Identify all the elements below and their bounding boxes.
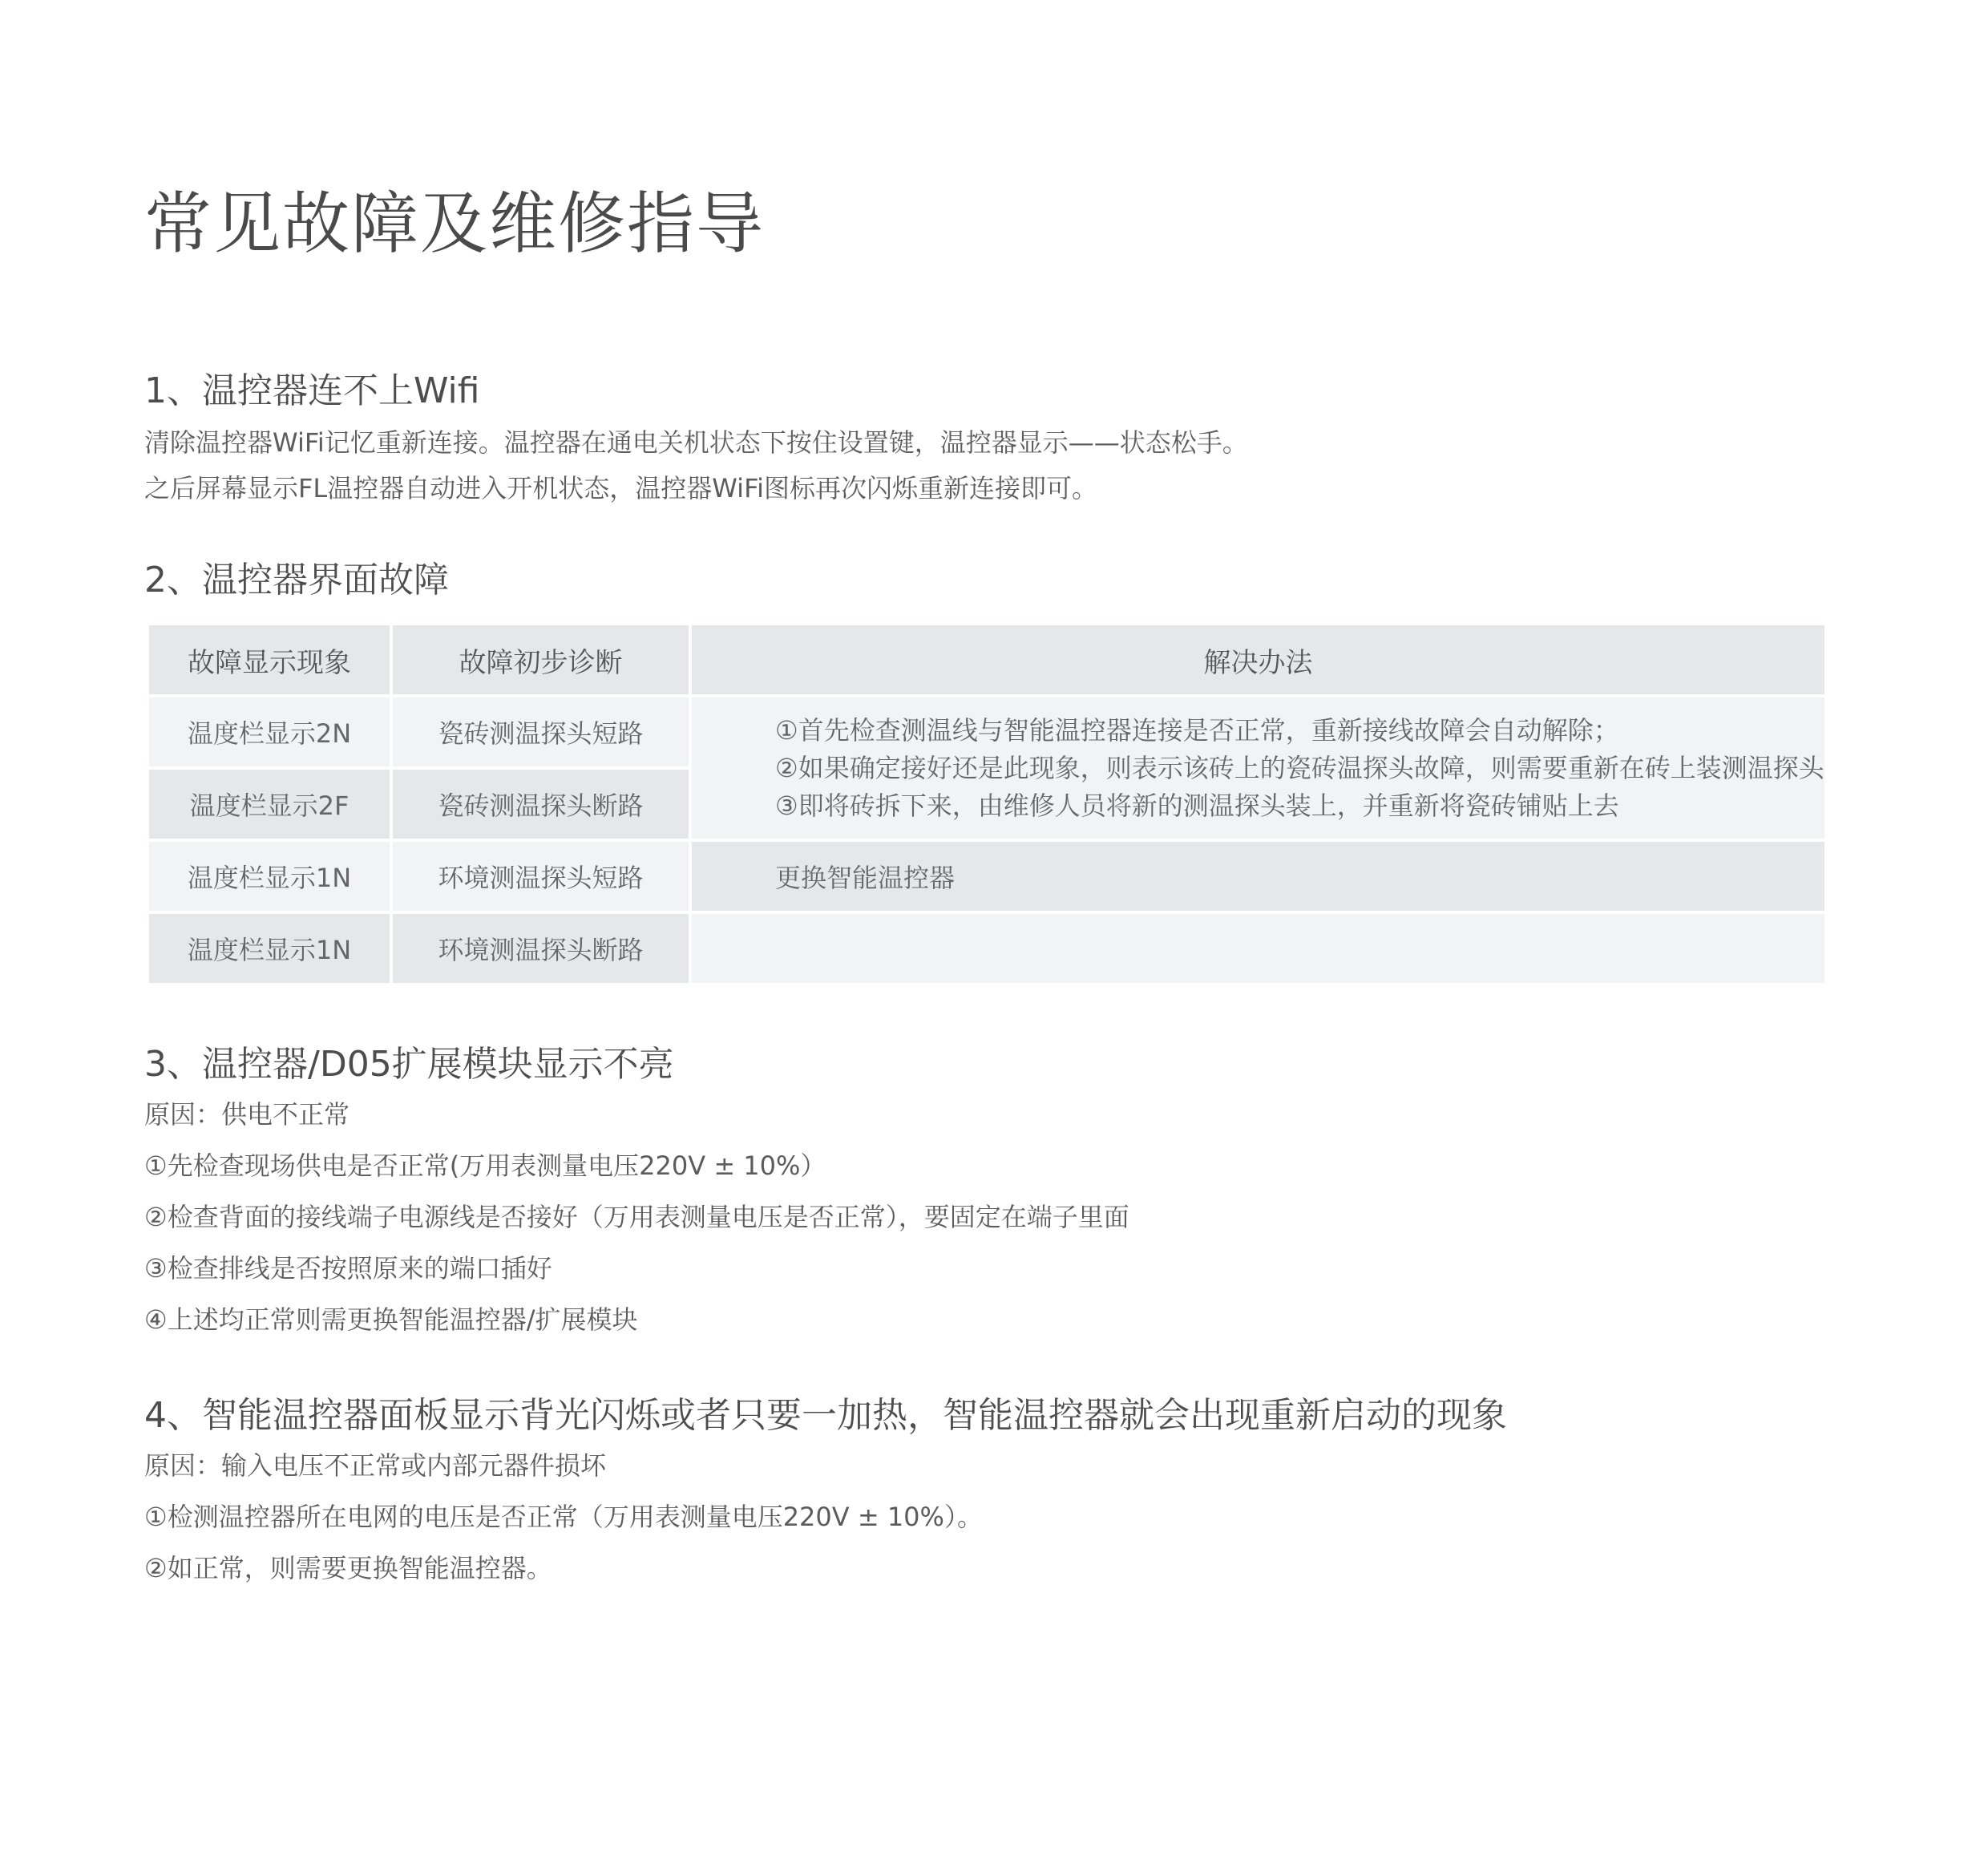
solution-cell: 更换智能温控器 xyxy=(692,842,1824,911)
section-heading-interface-fault: 2、温控器界面故障 xyxy=(144,560,449,600)
body-line: 之后屏幕显示FL温控器自动进入开机状态，温控器WiFi图标再次闪烁重新连接即可。 xyxy=(144,473,1098,503)
column-header-solution: 解决办法 xyxy=(692,625,1824,694)
body-line: ②如正常，则需要更换智能温控器。 xyxy=(144,1553,552,1583)
table-row xyxy=(149,697,1824,766)
column-header-symptom: 故障显示现象 xyxy=(149,625,390,694)
solution-step: ③即将砖拆下来，由维修人员将新的测温探头装上，并重新将瓷砖铺贴上去 xyxy=(775,790,1619,821)
page-title: 常见故障及维修指导 xyxy=(144,184,766,263)
symptom-cell: 温度栏显示2N xyxy=(149,697,390,766)
section-heading-backlight-flicker: 4、智能温控器面板显示背光闪烁或者只要一加热，智能温控器就会出现重新启动的现象 xyxy=(144,1395,1507,1436)
section-heading-display-off: 3、温控器/D05扩展模块显示不亮 xyxy=(144,1044,674,1085)
table-row xyxy=(149,842,1824,911)
symptom-cell: 温度栏显示1N xyxy=(149,842,390,911)
fault-table xyxy=(146,622,1828,986)
body-line: 清除温控器WiFi记忆重新连接。温控器在通电关机状态下按住设置键，温控器显示——状态松手。 xyxy=(144,427,1248,458)
body-line: 原因：供电不正常 xyxy=(144,1099,350,1130)
table-header-row xyxy=(149,625,1824,694)
body-line: ③检查排线是否按照原来的端口插好 xyxy=(144,1253,552,1284)
symptom-cell: 温度栏显示1N xyxy=(149,914,390,983)
solution-step: ②如果确定接好还是此现象，则表示该砖上的瓷砖温探头故障，则需要重新在砖上装测温探头 xyxy=(775,752,1824,783)
solution-step: ①首先检查测温线与智能温控器连接是否正常，重新接线故障会自动解除； xyxy=(775,714,1619,746)
body-line: ②检查背面的接线端子电源线是否接好（万用表测量电压是否正常），要固定在端子里面 xyxy=(144,1202,1129,1232)
solution-cell-empty xyxy=(692,914,1824,983)
solution-cell xyxy=(692,697,1824,839)
body-line: ①检测温控器所在电网的电压是否正常（万用表测量电压220V ± 10%）。 xyxy=(144,1502,983,1532)
body-line: ①先检查现场供电是否正常(万用表测量电压220V ± 10%） xyxy=(144,1150,826,1181)
diagnosis-cell: 环境测温探头断路 xyxy=(393,914,689,983)
section-heading-wifi: 1、温控器连不上Wifi xyxy=(144,370,480,411)
column-header-diagnosis: 故障初步诊断 xyxy=(393,625,689,694)
diagnosis-cell: 环境测温探头短路 xyxy=(393,842,689,911)
body-line: ④上述均正常则需更换智能温控器/扩展模块 xyxy=(144,1304,638,1335)
symptom-cell: 温度栏显示2F xyxy=(149,770,390,839)
diagnosis-cell: 瓷砖测温探头短路 xyxy=(393,697,689,766)
table-row xyxy=(149,914,1824,983)
diagnosis-cell: 瓷砖测温探头断路 xyxy=(393,770,689,839)
body-line: 原因：输入电压不正常或内部元器件损坏 xyxy=(144,1450,607,1481)
